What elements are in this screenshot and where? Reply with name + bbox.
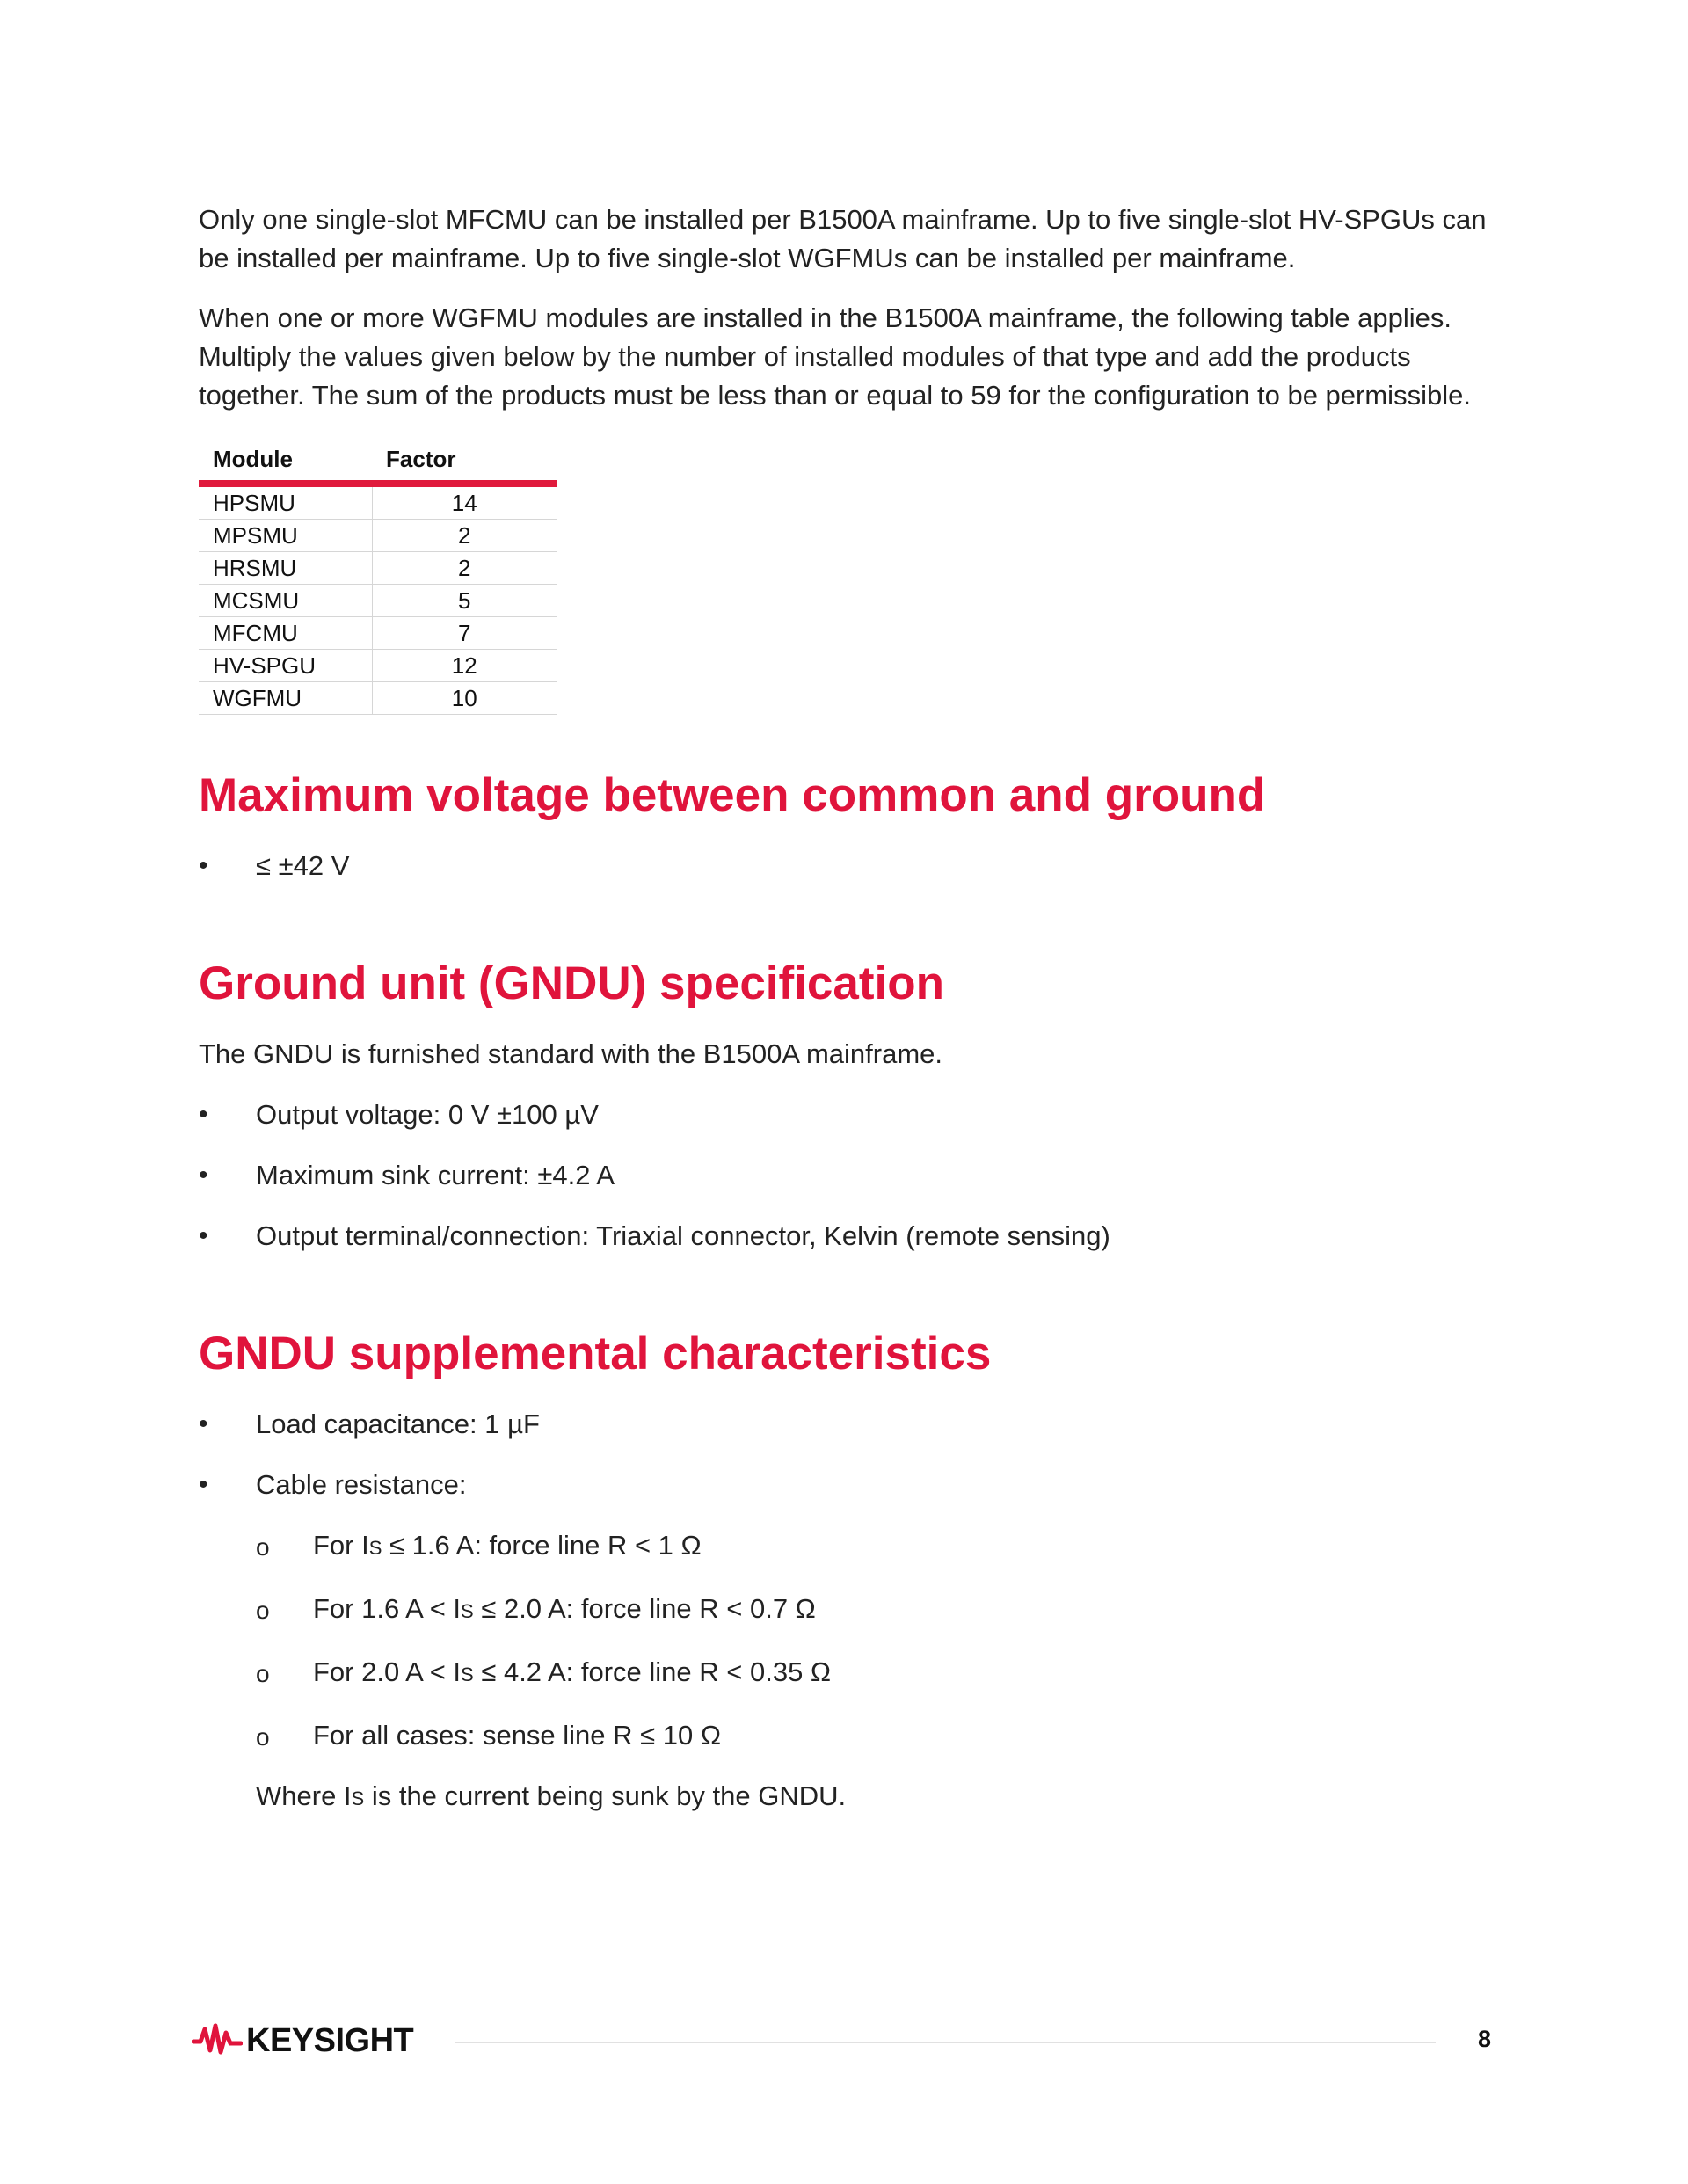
where-note bbox=[199, 1777, 1500, 1818]
page-footer bbox=[192, 2013, 1502, 2066]
heading-gndu-supplemental: GNDU supplemental characteristics bbox=[199, 1328, 992, 1380]
sub-list-item bbox=[256, 1716, 1500, 1755]
footer-divider bbox=[455, 2042, 1436, 2043]
sub-list-item bbox=[256, 1590, 1500, 1631]
sub-item-text: ≤ 2.0 A: force line R < 0.7 Ω bbox=[473, 1593, 816, 1624]
subscript-s: S bbox=[368, 1537, 382, 1559]
list-item: • Cable resistance: bbox=[199, 1466, 1500, 1504]
page-number: 8 bbox=[1477, 2026, 1491, 2052]
cable-resistance-sublist bbox=[199, 1526, 1500, 1755]
list-item: • Load capacitance: 1 µF bbox=[199, 1405, 1500, 1444]
module-factor-table bbox=[199, 436, 557, 715]
factor-cell: 7 bbox=[372, 617, 557, 650]
module-cell: HV-SPGU bbox=[199, 650, 372, 682]
factor-cell: 2 bbox=[372, 552, 557, 585]
sub-item-text: ≤ 4.2 A: force line R < 0.35 Ω bbox=[473, 1656, 832, 1687]
keysight-logo bbox=[192, 2020, 413, 2062]
table-row bbox=[199, 682, 557, 715]
sub-item-text: For 1.6 A < I bbox=[313, 1593, 462, 1624]
table-row bbox=[199, 617, 557, 650]
table-row bbox=[199, 552, 557, 585]
factor-cell: 12 bbox=[372, 650, 557, 682]
gndu-intro: The GNDU is furnished standard with the B1500A mainframe. bbox=[199, 1038, 943, 1069]
gndu-spec-list bbox=[199, 1096, 1500, 1256]
module-cell: MCSMU bbox=[199, 585, 372, 617]
keysight-wave-icon bbox=[192, 2020, 243, 2062]
brand-name: KEYSIGHT bbox=[246, 2022, 414, 2059]
column-header-module: Module bbox=[199, 436, 372, 484]
factor-cell: 14 bbox=[372, 484, 557, 520]
module-cell: WGFMU bbox=[199, 682, 372, 715]
list-item: • Output voltage: 0 V ±100 µV bbox=[199, 1096, 1500, 1134]
sub-list-item bbox=[256, 1653, 1500, 1694]
sub-item-text: For all cases: sense line R ≤ 10 Ω bbox=[313, 1720, 722, 1751]
where-text: is the current being sunk by the GNDU. bbox=[364, 1780, 847, 1811]
table-header-row bbox=[199, 436, 557, 484]
intro-paragraph-2: When one or more WGFMU modules are installed in the B1500A mainframe, the following table applies. Multiply the values given below by the number of installed modules of that type and add the products together. The sum of the products must be less than or equal to 59 for the configuration to be permissible. bbox=[199, 302, 1471, 411]
column-header-factor: Factor bbox=[372, 436, 557, 484]
sub-item-text: For I bbox=[313, 1530, 369, 1561]
where-text: Where I bbox=[256, 1780, 352, 1811]
max-voltage-list bbox=[199, 847, 1500, 885]
factor-cell: 5 bbox=[372, 585, 557, 617]
subscript-s: S bbox=[351, 1787, 365, 1809]
sub-list-item bbox=[256, 1526, 1500, 1568]
list-item: • Output terminal/connection: Triaxial connector, Kelvin (remote sensing) bbox=[199, 1217, 1500, 1256]
table-row bbox=[199, 520, 557, 552]
module-cell: HRSMU bbox=[199, 552, 372, 585]
page-content bbox=[199, 200, 1500, 1818]
sub-item-text: For 2.0 A < I bbox=[313, 1656, 462, 1687]
supplemental-list bbox=[199, 1405, 1500, 1504]
table-row bbox=[199, 585, 557, 617]
list-item: • Maximum sink current: ±4.2 A bbox=[199, 1156, 1500, 1195]
factor-cell: 2 bbox=[372, 520, 557, 552]
module-cell: MFCMU bbox=[199, 617, 372, 650]
sub-item-text: ≤ 1.6 A: force line R < 1 Ω bbox=[382, 1530, 702, 1561]
list-item: • ≤ ±42 V bbox=[199, 847, 1500, 885]
heading-max-voltage: Maximum voltage between common and ground bbox=[199, 769, 1266, 821]
table-row bbox=[199, 484, 557, 520]
factor-cell: 10 bbox=[372, 682, 557, 715]
subscript-s: S bbox=[461, 1600, 474, 1622]
heading-gndu-spec: Ground unit (GNDU) specification bbox=[199, 957, 944, 1009]
module-cell: HPSMU bbox=[199, 484, 372, 520]
intro-paragraph-1: Only one single-slot MFCMU can be installed per B1500A mainframe. Up to five single-slot HV-SPGUs can be installed per mainframe. Up to five single-slot WGFMUs can be installed per mainframe. bbox=[199, 204, 1487, 273]
module-cell: MPSMU bbox=[199, 520, 372, 552]
table-row bbox=[199, 650, 557, 682]
subscript-s: S bbox=[461, 1663, 474, 1685]
